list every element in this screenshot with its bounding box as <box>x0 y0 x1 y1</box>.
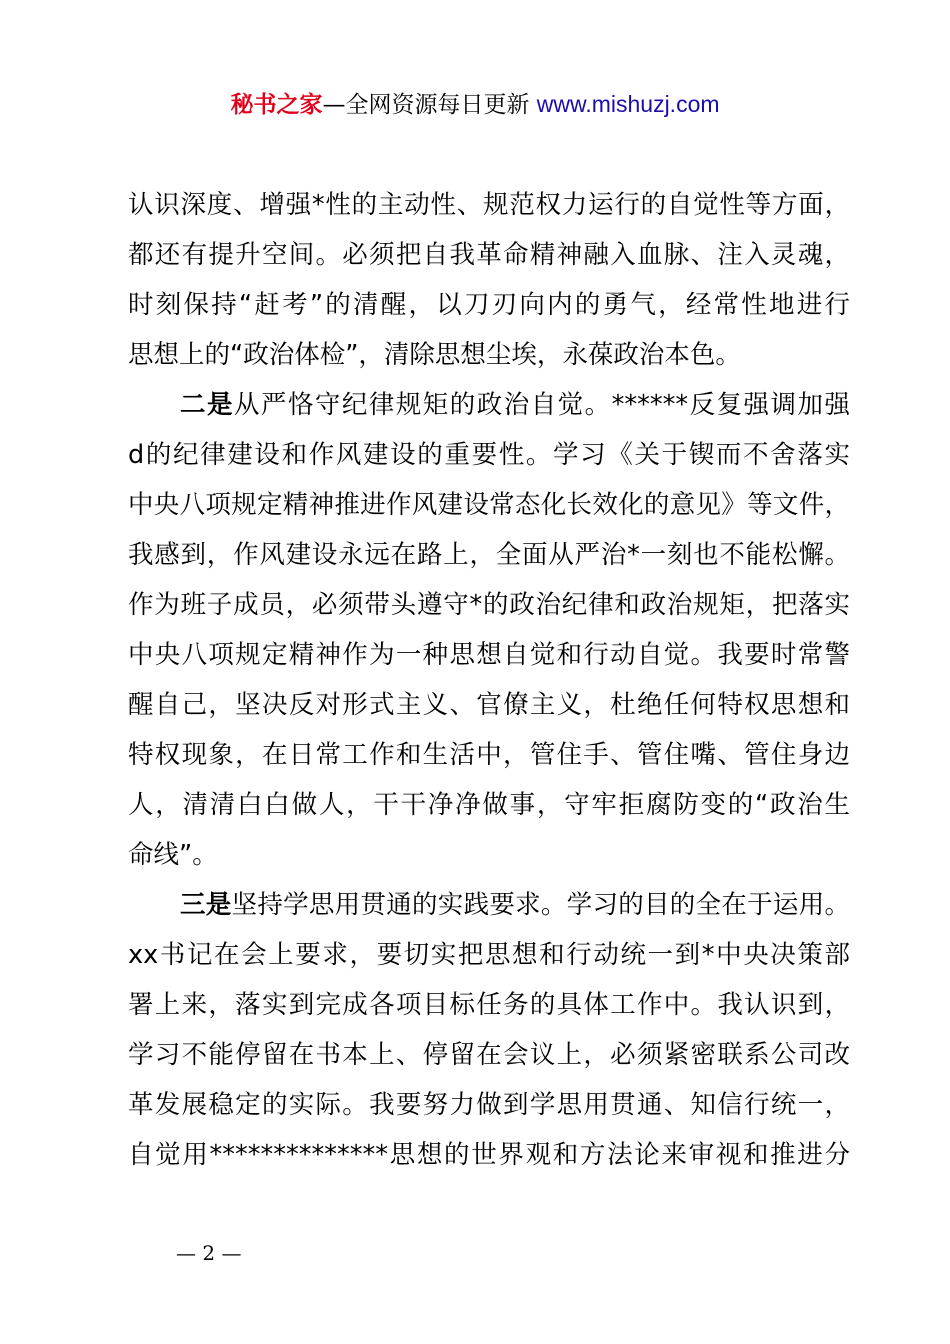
site-url-link[interactable]: www.mishuzj.com <box>536 91 720 117</box>
paragraph-line: 都还有提升空间。必须把自我革命精神融入血脉、注入灵魂， <box>128 240 850 270</box>
paragraph-lead: 三是 <box>180 890 232 920</box>
paragraph-line: 人，清清白白做人，干干净净做事，守牢拒腐防变的“政治生 <box>128 790 850 820</box>
paragraph-line: 我感到，作风建设永远在路上，全面从严治*一刻也不能松懈。 <box>128 540 850 570</box>
paragraph-first-line <box>128 380 850 430</box>
document-body <box>128 180 850 1180</box>
page-number: — 2 — <box>176 1241 242 1265</box>
paragraph-3 <box>128 880 850 1180</box>
paragraph-first-line-text: 从严恪守纪律规矩的政治自觉。******反复强调加强 <box>233 390 850 420</box>
paragraph-line: 学习不能停留在书本上、停留在会议上，必须紧密联系公司改 <box>128 1040 850 1070</box>
paragraph-line: 中央八项规定精神作为一种思想自觉和行动自觉。我要时常警 <box>128 640 850 670</box>
paragraph-line: 时刻保持“赶考”的清醒，以刀刃向内的勇气，经常性地进行 <box>128 290 850 320</box>
paragraph-first-line-text: 坚持学思用贯通的实践要求。学习的目的全在于运用。 <box>231 890 850 920</box>
paragraph-line: d的纪律建设和作风建设的重要性。学习《关于锲而不舍落实 <box>128 440 850 470</box>
site-header <box>0 86 950 123</box>
paragraph-line: 自觉用**************思想的世界观和方法论来审视和推进分 <box>128 1140 850 1170</box>
paragraph-line: 中央八项规定精神推进作风建设常态化长效化的意见》等文件， <box>128 490 850 520</box>
paragraph-line: 革发展稳定的实际。我要努力做到学思用贯通、知信行统一， <box>128 1090 850 1120</box>
paragraph-line: 作为班子成员，必须带头遵守*的政治纪律和政治规矩，把落实 <box>128 590 850 620</box>
paragraph-line: xx书记在会上要求，要切实把思想和行动统一到*中央决策部 <box>128 940 850 970</box>
paragraph-line: 醒自己，坚决反对形式主义、官僚主义，杜绝任何特权思想和 <box>128 690 850 720</box>
paragraph-line: 署上来，落实到完成各项目标任务的具体工作中。我认识到， <box>128 990 850 1020</box>
header-slogan: —全网资源每日更新 <box>322 92 537 118</box>
paragraph-2 <box>128 380 850 880</box>
paragraph-first-line <box>128 880 850 930</box>
paragraph-line: 特权现象，在日常工作和生活中，管住手、管住嘴、管住身边 <box>128 740 850 770</box>
brand-name: 秘书之家 <box>230 92 323 118</box>
paragraph-line: 命线”。 <box>128 840 218 870</box>
paragraph-lead: 二是 <box>180 390 234 420</box>
paragraph-line: 思想上的“政治体检”，清除思想尘埃，永葆政治本色。 <box>128 340 741 370</box>
paragraph-1 <box>128 180 850 380</box>
paragraph-line: 认识深度、增强*性的主动性、规范权力运行的自觉性等方面， <box>128 190 850 220</box>
